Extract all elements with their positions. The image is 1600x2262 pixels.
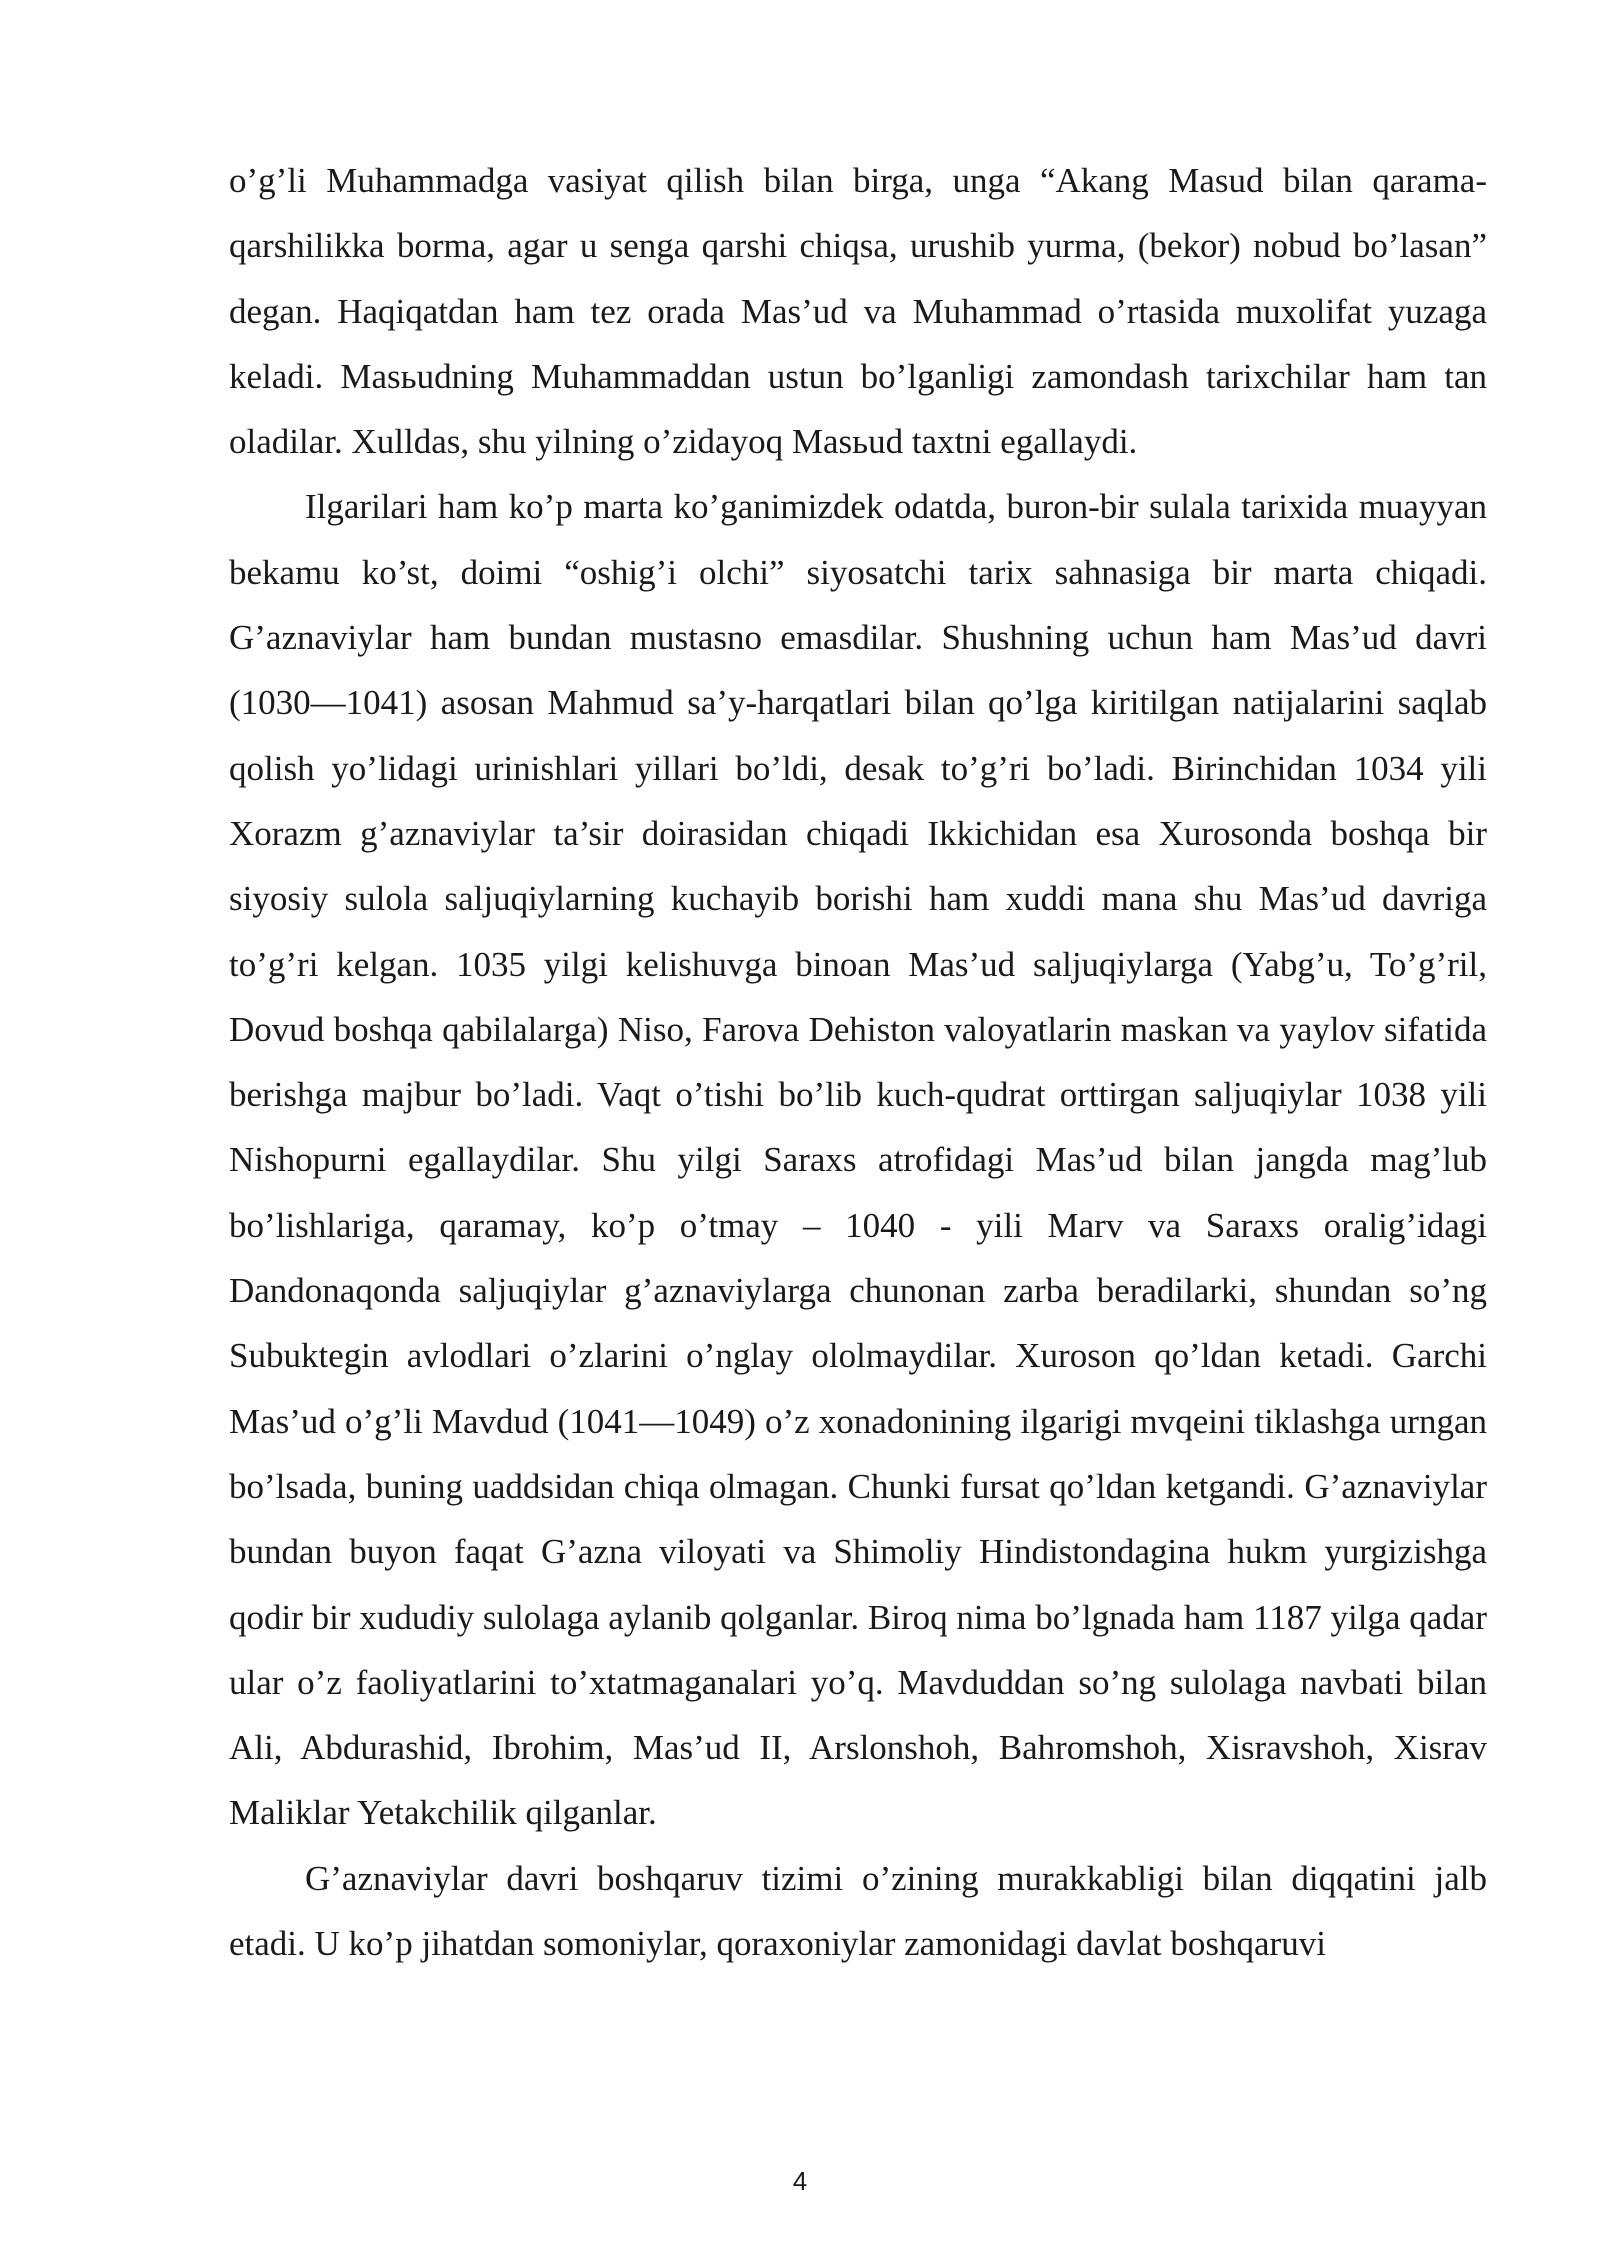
paragraph-3: G’aznaviylar davri boshqaruv tizimi o’zining murakkabligi bilan diqqatini jalb etadi. U ko’p jihatdan somoniylar, qoraxoniylar zamonidagi davlat boshqaruvi xyxy=(229,1858,1487,1964)
body-text xyxy=(229,148,1487,1976)
paragraph-1: o’g’li Muhammadga vasiyat qilish bilan birga, unga “Akang Masud bilan qarama-qarshilikka borma, agar u senga qarshi chiqsa, urushib yurma, (bekor) nobud bo’lasan” degan. Haqiqatdan ham tez orada Mas’ud va Muhammad o’rtasida muxolifat yuzaga keladi. Masьudning Muhammaddan ustun bo’lganligi zamondash tarixchilar ham tan oladilar. Xulldas, shu yilning o’zidayoq Masьud taxtni egallaydi. xyxy=(229,161,1487,462)
paragraph-2: Ilgarilari ham ko’p marta ko’ganimizdek odatda, buron-bir sulala tarixida muayyan bekamu ko’st, doimi “oshig’i olchi” siyosatchi tarix sahnasiga bir marta chiqadi. G’aznaviylar ham bundan mustasno emasdilar. Shushning uchun ham Mas’ud davri (1030—1041) asosan Mahmud sa’y-harqatlari bilan qo’lga kiritilgan natijalarini saqlab qolish yo’lidagi urinishlari yillari bo’ldi, desak to’g’ri bo’ladi. Birinchidan 1034 yili Xorazm g’aznaviylar ta’sir doirasidan chiqadi Ikkichidan esa Xurosonda boshqa bir siyosiy sulola saljuqiylarning kuchayib borishi ham xuddi mana shu Mas’ud davriga to’g’ri kelgan. 1035 yilgi kelishuvga binoan Mas’ud saljuqiylarga (Yabg’u, To’g’ril, Dovud boshqa qabilalarga) Niso, Farova Dehiston valoyatlarin maskan va yaylov sifatida berishga majbur bo’ladi. Vaqt o’tishi bo’lib kuch-qudrat orttirgan saljuqiylar 1038 yili Nishopurni egallaydilar. Shu yilgi Saraxs atrofidagi Mas’ud bilan jangda mag’lub bo’lishlariga, qaramay, ko’p o’tmay – 1040 - yili Marv va Saraxs oralig’idagi Dandonaqonda saljuqiylar g’aznaviylarga chunonan zarba beradilarki, shundan so’ng Subuktegin avlodlari o’zlarini o’nglay ololmaydilar. Xuroson qo’ldan ketadi. Garchi Mas’ud o’g’li Mavdud (1041—1049) o’z xonadonining ilgarigi mvqeini tiklashga urngan bo’lsada, buning uaddsidan chiqa olmagan. Chunki fursat qo’ldan ketgandi. G’aznaviylar bundan buyon faqat G’azna viloyati va Shimoliy Hindistondagina hukm yurgizishga qodir bir xududiy sulolaga aylanib qolganlar. Biroq nima bo’lgnada ham 1187 yilga qadar ular o’z faoliyatlarini to’xtatmaganalari yo’q. Mavduddan so’ng sulolaga navbati bilan Ali, Abdurashid, Ibrohim, Mas’ud II, Arslonshoh, Bahromshoh, Xisravshoh, Xisrav Maliklar Yetakchilik qilganlar. xyxy=(229,487,1487,1833)
page-number: 4 xyxy=(792,2166,808,2196)
